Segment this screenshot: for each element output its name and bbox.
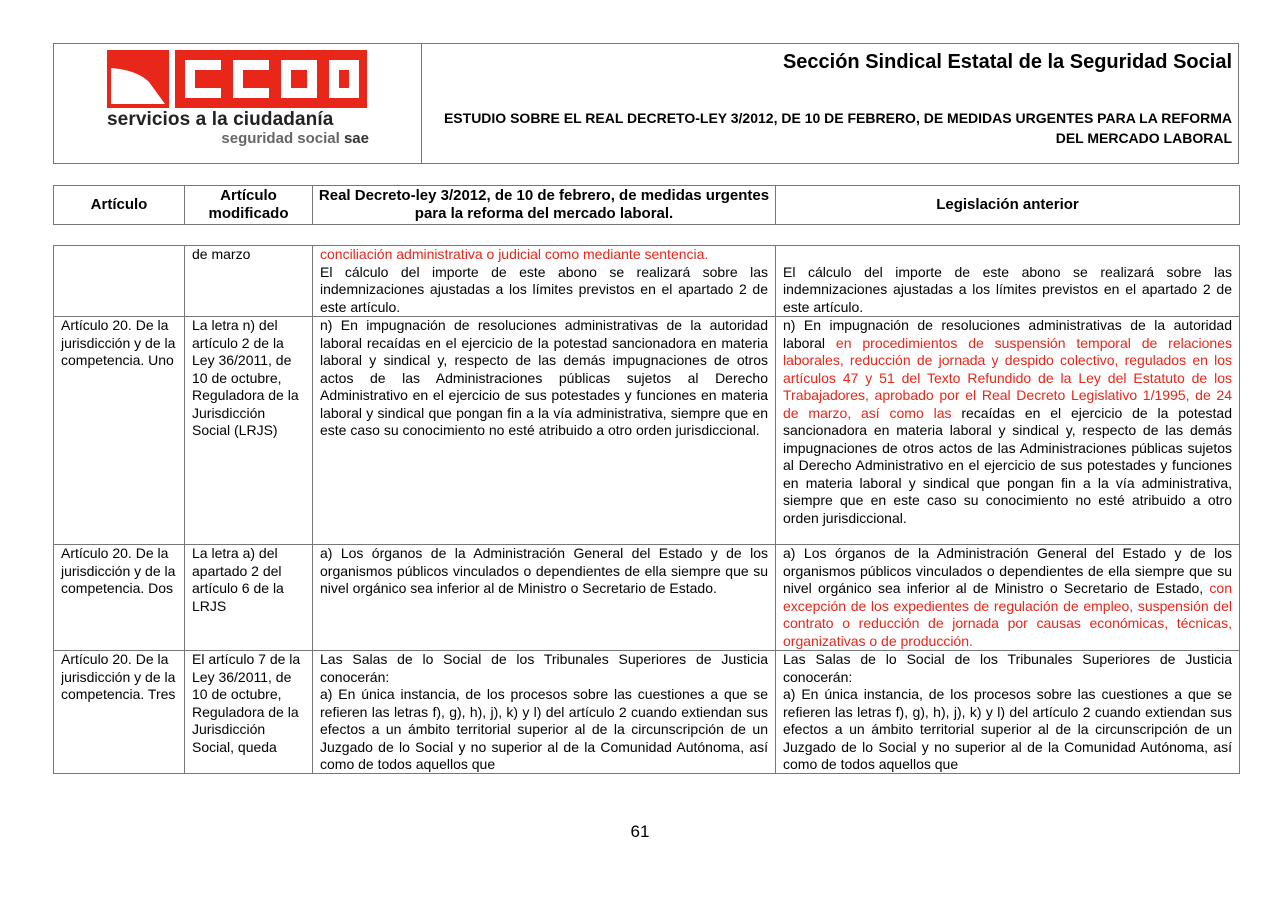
study-title: ESTUDIO SOBRE EL REAL DECRETO-LEY 3/2012, DE 10 DE FEBRERO, DE MEDIDAS URGENTES PARA LA REFORMA DEL MERCADO LABORAL [443, 110, 1232, 146]
document-header [53, 43, 1239, 164]
cell-legislacion-anterior: a) Los órganos de la Administración General del Estado y de los organismos públicos vinculados o dependientes de ella siempre que su nivel orgánico sea inferior al de Ministro o Secretario de Estado, con excepción de los expedientes de regulación de empleo, suspensión del contrato o reducción de jornada por causas económicas, técnicas, organizativas o de producción. [776, 545, 1240, 651]
col-header-real-decreto: Real Decreto-ley 3/2012, de 10 de febrero, de medidas urgentes para la reforma del mercado laboral. [313, 186, 776, 225]
cell-legislacion-anterior: Las Salas de lo Social de los Tribunales Superiores de Justicia conocerán: a) En única instancia, de los procesos sobre las cuestiones a que se refieren las letras f), g), h), j), k) y l) del artículo 2 cuando extiendan sus efectos a un ámbito territorial superior al de la circunscripción de un Juzgado de lo Social y no superior al de la Comunidad Autónoma, así como de todos aquellos que [776, 651, 1240, 774]
cell-real-decreto: Las Salas de lo Social de los Tribunales Superiores de Justicia conocerán: a) En única instancia, de los procesos sobre las cuestiones a que se refieren las letras f), g), h), j), k) y l) del artículo 2 cuando extiendan sus efectos a un ámbito territorial superior al de la circunscripción de un Juzgado de lo Social y no superior al de la Comunidad Autónoma, así como de todos aquellos que [313, 651, 776, 774]
cell-legislacion-anterior: n) En impugnación de resoluciones administrativas de la autoridad laboral en procedimientos de suspensión temporal de relaciones laborales, reducción de jornada y despido colectivo, regulados en los artículos 47 y 51 del Texto Refundido de la Ley del Estatuto de los Trabajadores, aprobado por el Real Decreto Legislativo 1/1995, de 24 de marzo, así como las recaídas en el ejercicio de la potestad sancionadora en materia laboral y sindical y, respecto de las demás impugnaciones de otros actos de las Administraciones públicas sujetos al Derecho Administrativo en el ejercicio de sus potestades y funciones en materia laboral y sindical que pongan fin a la vía administrativa, siempre que en este caso su conocimiento no esté atribuido a otro orden jurisdiccional. [776, 317, 1240, 545]
section-title: Sección Sindical Estatal de la Seguridad Social [782, 51, 1232, 73]
comparison-table [53, 245, 1240, 774]
cell-articulo [54, 246, 185, 317]
col-header-articulo-modificado: Artículo modificado [185, 186, 313, 225]
logo-subtagline: seguridad social sae [221, 130, 369, 147]
cell-modificado: El artículo 7 de la Ley 36/2011, de 10 de octubre, Reguladora de la Jurisdicción Social, queda [185, 651, 313, 774]
cell-modificado: de marzo [185, 246, 313, 317]
col-header-articulo: Artículo [54, 186, 185, 225]
ccoo-logo [107, 50, 369, 108]
cell-real-decreto: a) Los órganos de la Administración General del Estado y de los organismos públicos vinculados o dependientes de ella siempre que su nivel orgánico sea inferior al de Ministro o Secretario de Estado. [313, 545, 776, 651]
column-header-table [53, 185, 1240, 225]
table-row [54, 651, 1240, 774]
logo-tagline: servicios a la ciudadanía [107, 109, 334, 130]
title-cell [422, 44, 1238, 163]
col-header-legislacion-anterior: Legislación anterior [776, 186, 1240, 225]
table-row [54, 545, 1240, 651]
cell-legislacion-anterior: El cálculo del importe de este abono se realizará sobre las indemnizaciones ajustadas a los límites previstos en el apartado 2 de este artículo. [776, 246, 1240, 317]
cell-articulo: Artículo 20. De la jurisdicción y de la competencia. Dos [54, 545, 185, 651]
cell-modificado: La letra n) del artículo 2 de la Ley 36/2011, de 10 de octubre, Reguladora de la Jurisdicción Social (LRJS) [185, 317, 313, 545]
cell-modificado: La letra a) del apartado 2 del artículo 6 de la LRJS [185, 545, 313, 651]
cell-real-decreto: n) En impugnación de resoluciones administrativas de la autoridad laboral recaídas en el ejercicio de la potestad sancionadora en materia laboral y sindical y, respecto de las demás impugnaciones de otros actos de las Administraciones públicas sujetos al Derecho Administrativo en el ejercicio de sus potestades y funciones en materia laboral y sindical que pongan fin a la vía administrativa, siempre que en este caso su conocimiento no esté atribuido a otro orden jurisdiccional. [313, 317, 776, 545]
table-row [54, 246, 1240, 317]
cell-real-decreto: conciliación administrativa o judicial como mediante sentencia. El cálculo del importe de este abono se realizará sobre las indemnizaciones ajustadas a los límites previstos en el apartado 2 de este artículo. [313, 246, 776, 317]
page-number: 61 [630, 822, 650, 841]
cell-articulo: Artículo 20. De la jurisdicción y de la competencia. Uno [54, 317, 185, 545]
cell-articulo: Artículo 20. De la jurisdicción y de la competencia. Tres [54, 651, 185, 774]
table-row [54, 317, 1240, 545]
logo-cell [54, 44, 422, 163]
